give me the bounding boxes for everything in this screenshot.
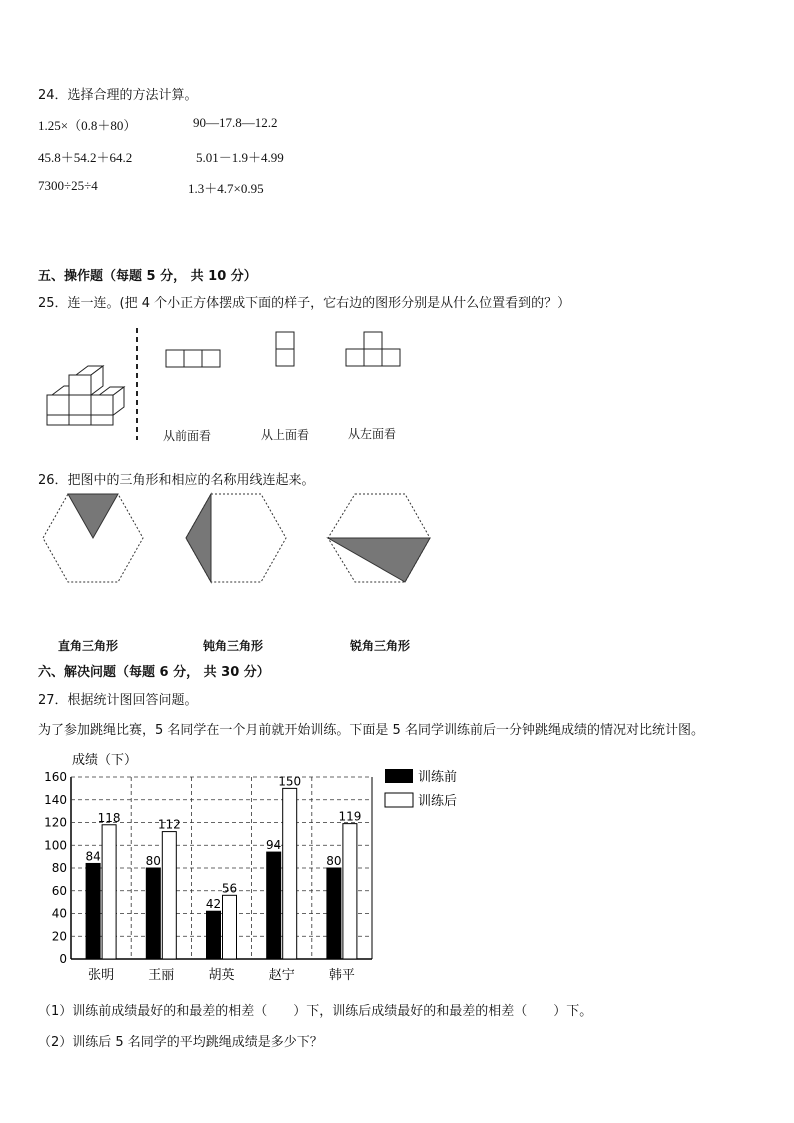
legend-label-after: 训练后 bbox=[418, 794, 458, 809]
chart-ylabel: 成绩（下） bbox=[72, 753, 138, 768]
obtuse-triangle-shape bbox=[186, 494, 211, 582]
section5-title: 五、操作题（每题 5 分， 共 10 分） bbox=[38, 269, 257, 284]
y-tick-label: 60 bbox=[51, 883, 67, 898]
legend-swatch-after bbox=[385, 793, 413, 807]
legend-label-before: 训练前 bbox=[418, 770, 458, 785]
q26-title: 26．把图中的三角形和相应的名称用线连起来。 bbox=[38, 473, 315, 488]
x-tick-label: 韩平 bbox=[328, 968, 355, 983]
view-top-shape bbox=[276, 332, 294, 366]
acute-triangle-shape bbox=[328, 538, 430, 582]
bar-value-label: 84 bbox=[85, 849, 101, 864]
q25-figures bbox=[0, 320, 794, 470]
q25-label-top: 从上面看 bbox=[261, 428, 310, 442]
y-tick-label: 120 bbox=[44, 815, 67, 830]
q27-title: 27．根据统计图回答问题。 bbox=[38, 693, 198, 708]
bar-after bbox=[343, 824, 357, 959]
q25-label-left: 从左面看 bbox=[348, 427, 397, 441]
q24-expr-6: 1.3＋4.7×0.95 bbox=[188, 181, 264, 196]
bar-value-label: 112 bbox=[157, 817, 181, 832]
y-tick-label: 0 bbox=[59, 952, 67, 966]
bar-value-label: 56 bbox=[221, 881, 238, 896]
q25-label-front: 从前面看 bbox=[163, 429, 212, 443]
q24-expr-4: 5.01－1.9＋4.99 bbox=[196, 150, 284, 165]
q27-intro: 为了参加跳绳比赛，5 名同学在一个月前就开始训练。下面是 5 名同学训练前后一分钟跳绳成绩的情况对比统计图。 bbox=[38, 723, 704, 738]
q26-label-obtuse: 钝角三角形 bbox=[203, 639, 264, 653]
bar-value-label: 94 bbox=[266, 838, 282, 853]
y-tick-label: 40 bbox=[51, 906, 67, 921]
chart-legend bbox=[385, 769, 457, 809]
y-tick-label: 20 bbox=[51, 929, 67, 944]
y-tick-label: 160 bbox=[44, 770, 67, 784]
q27-sub2: （2）训练后 5 名同学的平均跳绳成绩是多少下？ bbox=[38, 1035, 323, 1050]
q24-expr-3: 45.8＋54.2＋64.2 bbox=[38, 150, 133, 165]
section6-title: 六、解决问题（每题 6 分， 共 30 分） bbox=[38, 665, 270, 680]
bar-chart bbox=[0, 745, 794, 985]
bar-after bbox=[102, 825, 116, 959]
bar-before bbox=[267, 852, 281, 959]
y-tick-label: 100 bbox=[44, 838, 67, 853]
x-tick-label: 胡英 bbox=[208, 968, 235, 983]
bar-after bbox=[162, 832, 176, 959]
bar-value-label: 119 bbox=[338, 809, 362, 824]
bar-value-label: 118 bbox=[97, 810, 121, 825]
y-tick-label: 140 bbox=[44, 792, 67, 807]
q26-label-acute: 锐角三角形 bbox=[350, 639, 411, 653]
bar-value-label: 42 bbox=[205, 897, 222, 912]
x-tick-label: 张明 bbox=[88, 968, 115, 983]
cube-assembly-figure bbox=[47, 366, 124, 425]
q24-title: 24．选择合理的方法计算。 bbox=[38, 88, 198, 103]
bar-after bbox=[223, 895, 237, 959]
bar-before bbox=[146, 868, 160, 959]
q25-title: 25．连一连。(把 4 个小正方体摆成下面的样子，它右边的图形分别是从什么位置看到的？） bbox=[38, 296, 571, 311]
q26-label-right: 直角三角形 bbox=[58, 639, 119, 653]
q26-hexagons bbox=[0, 492, 794, 592]
bar-before bbox=[86, 863, 100, 959]
bar-after bbox=[283, 788, 297, 959]
q24-expr-2: 90—17.8—12.2 bbox=[193, 115, 278, 130]
bar-value-label: 80 bbox=[145, 854, 161, 868]
view-front-shape bbox=[166, 350, 220, 367]
bar-before bbox=[327, 868, 341, 959]
view-left-shape bbox=[346, 332, 400, 366]
right-triangle-shape bbox=[68, 494, 118, 538]
x-tick-label: 王丽 bbox=[148, 968, 175, 983]
q24-expr-1: 1.25×（0.8＋80） bbox=[38, 118, 137, 133]
q27-sub1: （1）训练前成绩最好的和最差的相差（ ）下，训练后成绩最好的和最差的相差（ ）下。 bbox=[38, 1004, 593, 1019]
legend-swatch-before bbox=[385, 769, 413, 783]
bar-before bbox=[207, 911, 221, 959]
bar-value-label: 80 bbox=[326, 854, 342, 868]
x-tick-label: 赵宁 bbox=[268, 968, 295, 983]
y-tick-label: 80 bbox=[51, 861, 67, 875]
q24-expr-5: 7300÷25÷4 bbox=[38, 178, 98, 193]
bar-value-label: 150 bbox=[278, 774, 302, 789]
